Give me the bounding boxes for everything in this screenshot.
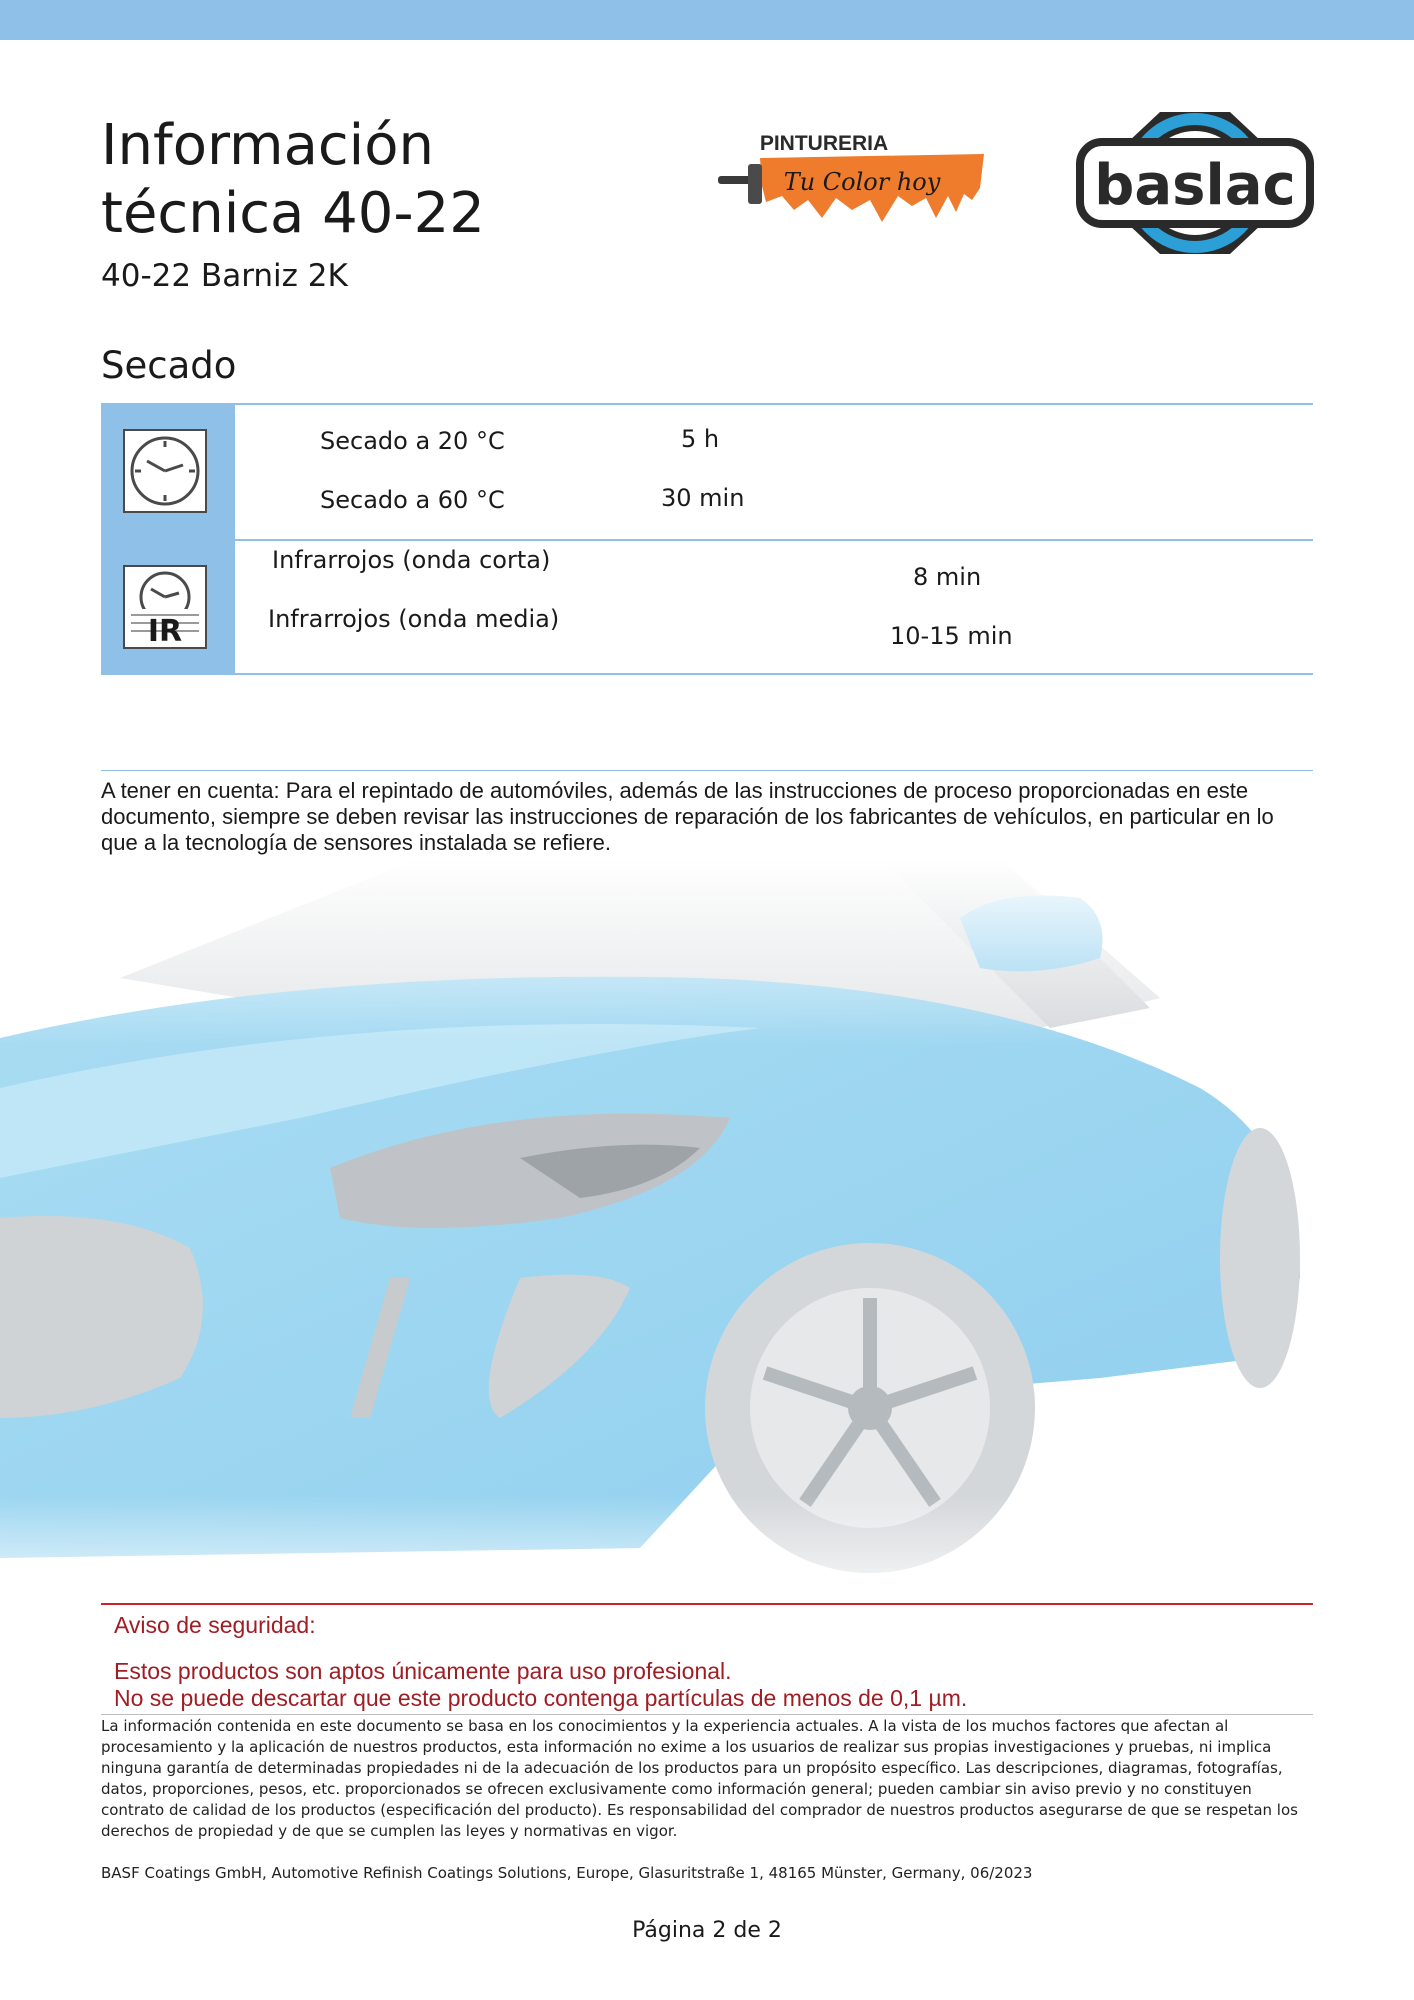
car-illustration: [0, 858, 1414, 1608]
top-color-bar: [0, 0, 1414, 40]
baslac-logo: [1076, 104, 1314, 262]
legal-disclaimer: La información contenida en este documento se basa en los conocimientos y la experiencia actuales. A la vista de los muchos factores que afectan al procesamiento y la aplicación de nuestros productos, esta información no exime a los usuarios de realizar sus propias investigaciones y pruebas, ni implica ninguna garantía de determinadas propiedades ni de la adecuación de los productos para un propósito específico. Las descripciones, diagramas, fotografías, datos, proporciones, pesos, etc. proporcionados se ofrecen exclusivamente como información general; pueden cambiar sin aviso previo y no constituyen contrato de calidad de los productos (especificación del producto). Es responsabilidad del comprador de nuestros productos asegurarse de que se respetan los derechos de propiedad y de que se cumplen las leyes y normativas en vigor.: [101, 1717, 1298, 1840]
note-rule-top: [101, 770, 1313, 771]
pintureria-logo-script: Tu Color hoy: [783, 168, 941, 196]
safety-text: [114, 1658, 967, 1712]
repair-notice: A tener en cuenta: Para el repintado de automóviles, además de las instrucciones de proceso proporcionadas en este documento, siempre se deben revisar las instrucciones de reparación de los fabricantes de vehículos, en particular en lo que a la tecnología de sensores instalada se refiere.: [101, 778, 1274, 855]
pintureria-logo-title: PINTURERIA: [759, 132, 889, 155]
drying-air-value-1: 5 h: [681, 425, 720, 453]
drying-ir-label-2: Infrarrojos (onda media): [268, 605, 560, 633]
drying-air-value-2: 30 min: [661, 484, 745, 512]
safety-bottom-rule: [101, 1714, 1313, 1715]
title-line-1: Información: [101, 113, 434, 178]
section-title: Secado: [101, 344, 237, 387]
safety-rule: [101, 1603, 1313, 1605]
page-title: [101, 112, 485, 248]
product-subtitle: 40-22 Barniz 2K: [101, 258, 348, 294]
safety-title: Aviso de seguridad:: [114, 1612, 316, 1638]
ir-badge: IR: [147, 614, 183, 647]
drying-air-label-2: Secado a 60 °C: [320, 486, 505, 514]
clock-icon: [123, 429, 207, 513]
safety-line-2: No se puede descartar que este producto contenga partículas de menos de 0,1 µm.: [114, 1685, 968, 1711]
title-line-2: técnica 40-22: [101, 181, 485, 246]
table-rule-top: [235, 403, 1313, 405]
drying-air-label-1: Secado a 20 °C: [320, 427, 505, 455]
safety-line-1: Estos productos son aptos únicamente para uso profesional.: [114, 1658, 732, 1684]
baslac-logo-text: baslac: [1094, 153, 1296, 218]
drying-ir-label-1: Infrarrojos (onda corta): [272, 546, 551, 574]
infrared-clock-icon: [123, 565, 207, 649]
table-rule-middle: [235, 539, 1313, 541]
company-footer: BASF Coatings GmbH, Automotive Refinish Coatings Solutions, Europe, Glasuritstraße 1, 48165 Münster, Germany, 06/2023: [101, 1864, 1033, 1882]
drying-table: [101, 403, 1313, 675]
table-rule-bottom: [235, 673, 1313, 675]
drying-ir-value-1: 8 min: [913, 563, 982, 591]
drying-ir-value-2: 10-15 min: [890, 622, 1013, 650]
pintureria-logo: [712, 126, 992, 246]
page-number: Página 2 de 2: [632, 1918, 782, 1943]
